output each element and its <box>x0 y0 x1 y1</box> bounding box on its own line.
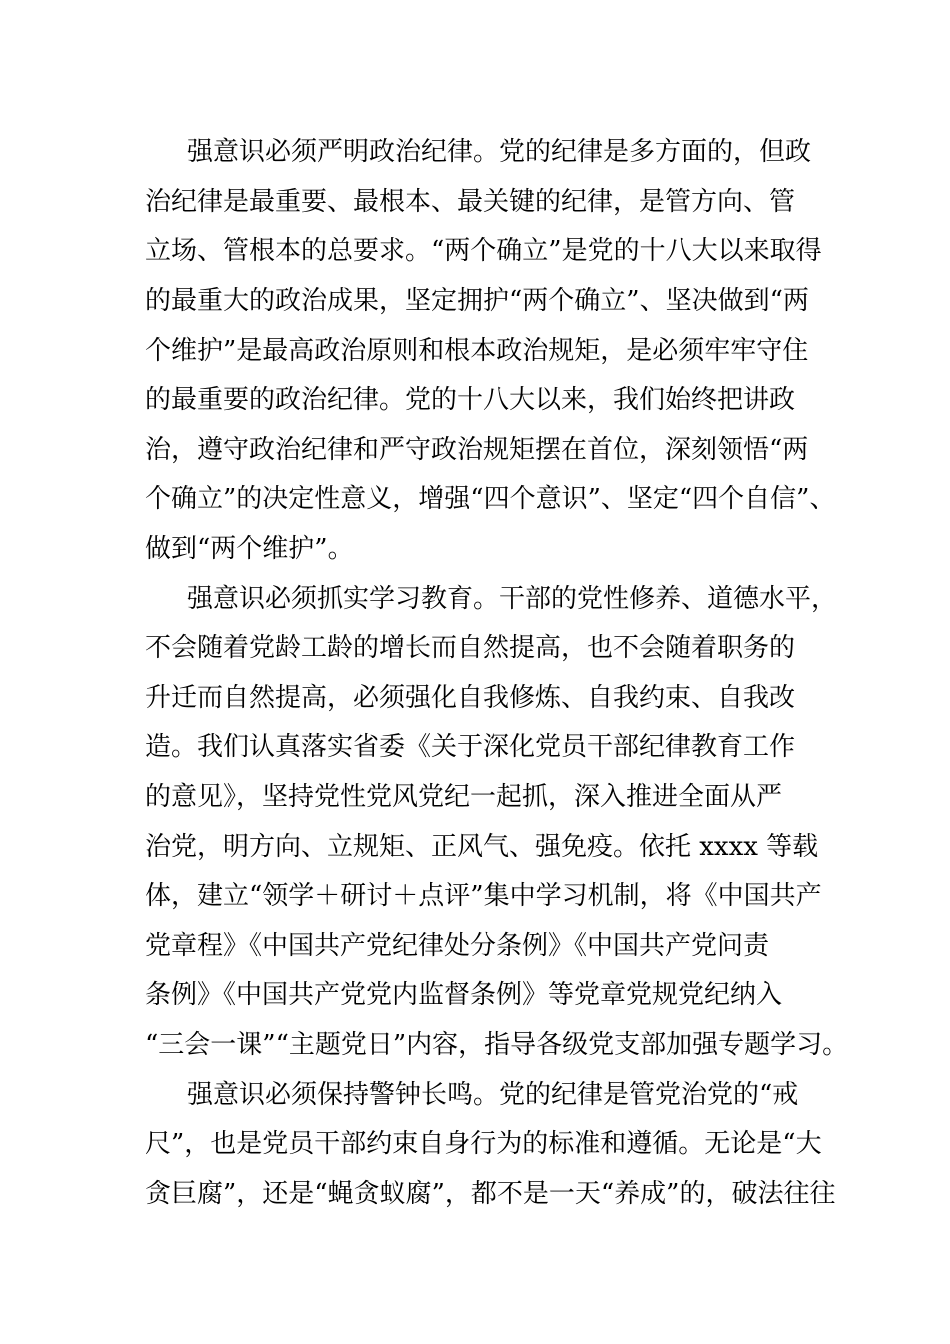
paragraph-1-line-3: 立场、管根本的总要求。“两个确立”是党的十八大以来取得 <box>145 236 822 266</box>
paragraph-2-line-9: 条例》《中国共产党党内监督条例》等党章党规党纪纳入 <box>145 980 783 1010</box>
paragraph-2-line-5: 的意见》，坚持党性党风党纪一起抓，深入推进全面从严 <box>145 782 783 812</box>
paragraph-1-line-8: 个确立”的决定性意义，增强“四个意识”、坚定“四个自信”、 <box>145 484 836 514</box>
paragraph-2-line-7: 体，建立“领学＋研讨＋点评”集中学习机制，将《中国共产 <box>145 881 822 911</box>
paragraph-2-line-10: “三会一课”“主题党日”内容，指导各级党支部加强专题学习。 <box>145 1030 849 1060</box>
paragraph-1-line-1: 强意识必须严明政治纪律。党的纪律是多方面的，但政 <box>187 137 812 167</box>
paragraph-1-line-5: 个维护”是最高政治原则和根本政治规矩，是必须牢牢守住 <box>145 336 809 366</box>
paragraph-2-line-2: 不会随着党龄工龄的增长而自然提高，也不会随着职务的 <box>145 633 796 663</box>
paragraph-1-line-6: 的最重要的政治纪律。党的十八大以来，我们始终把讲政 <box>145 385 796 415</box>
paragraph-2-line-4: 造。我们认真落实省委《关于深化党员干部纪律教育工作 <box>145 732 796 762</box>
paragraph-1-line-4: 的最重大的政治成果，坚定拥护“两个确立”、坚决做到“两 <box>145 286 809 316</box>
paragraph-1-line-7: 治，遵守政治纪律和严守政治规矩摆在首位，深刻领悟“两 <box>145 435 809 465</box>
paragraph-3-line-3: 贪巨腐”，还是“蝇贪蚁腐”，都不是一天“养成”的，破法往往 <box>145 1179 836 1209</box>
paragraph-2-line-3: 升迁而自然提高，必须强化自我修炼、自我约束、自我改 <box>145 683 796 713</box>
paragraph-1-line-9: 做到“两个维护”。 <box>145 534 354 564</box>
paragraph-2-line-1: 强意识必须抓实学习教育。干部的党性修养、道德水平， <box>187 584 838 614</box>
paragraph-2-line-6: 治党，明方向、立规矩、正风气、强免疫。依托 xxxx 等载 <box>145 832 819 862</box>
paragraph-1-line-2: 治纪律是最重要、最根本、最关键的纪律，是管方向、管 <box>145 187 796 217</box>
paragraph-3-line-2: 尺”，也是党员干部约束自身行为的标准和遵循。无论是“大 <box>145 1129 822 1159</box>
paragraph-3-line-1: 强意识必须保持警钟长鸣。党的纪律是管党治党的“戒 <box>187 1080 799 1110</box>
paragraph-2-line-8: 党章程》《中国共产党纪律处分条例》《中国共产党问责 <box>145 931 770 961</box>
